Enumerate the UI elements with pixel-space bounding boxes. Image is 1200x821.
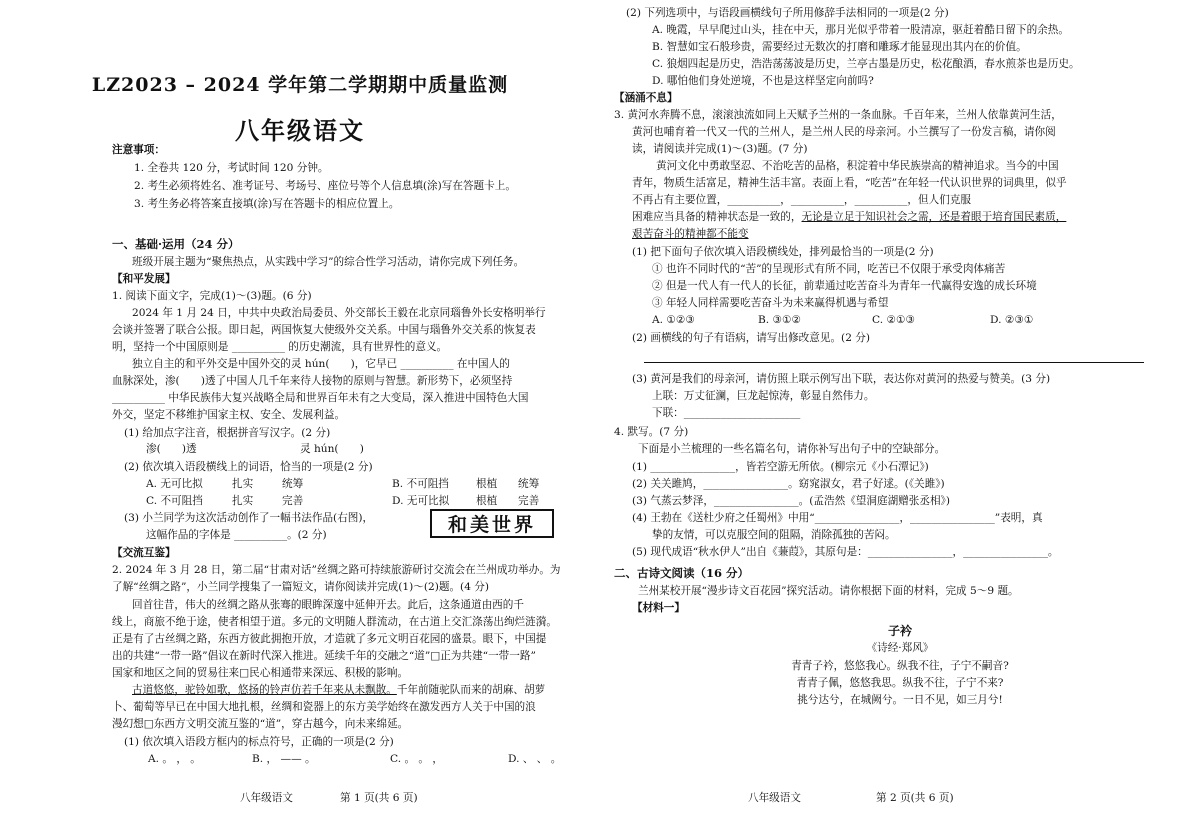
sub-question: (1) 把下面句子依次填入语段横线处，排列最恰当的一项是(2 分) bbox=[632, 246, 934, 258]
passage-line: 出的共建“一带一路”倡议在新时代深入推进。延续千年的交融之“道”□正为共建“一带一路” bbox=[112, 650, 536, 662]
passage-line: 卜、葡萄等早已在中国大地扎根，丝绸和瓷器上的东方美学始终在激发西方人关于中国的浪 bbox=[112, 701, 536, 713]
question-stem: 黄河也哺育着一代又一代的兰州人，是兰州人民的母亲河。小兰撰写了一份发言稿，请你阅 bbox=[632, 126, 1056, 138]
option-c-word1: C. 不可阻挡 bbox=[146, 495, 203, 507]
underlined-sentence: 艰苦奋斗的精神都不能变 bbox=[632, 228, 749, 240]
subsection-heading: 【涵涌不息】 bbox=[614, 92, 678, 104]
option-a-word2: 扎实 bbox=[232, 478, 254, 490]
sub-question: (1) 依次填入语段方框内的标点符号，正确的一项是(2 分) bbox=[124, 736, 394, 748]
sub-question: (3) 小兰同学为这次活动创作了一幅书法作品(右图)， bbox=[124, 512, 374, 524]
option-c: C. 狼烟四起是历史，浩浩荡荡波是历史，兰亭古墨是历史，松花酿酒，春水煎茶也是历史。 bbox=[652, 58, 1080, 70]
footer-subject: 八年级语文 bbox=[748, 792, 801, 804]
sub-question: (1) 给加点字注音，根据拼音写汉字。(2 分) bbox=[124, 427, 331, 439]
poem-line: 青青子佩，悠悠我思。纵我不往，子宁不来? bbox=[796, 677, 1004, 689]
passage-line: 明，坚持一个中国原则是 __________ 的历史潮流，具有世界性的意义。 bbox=[112, 341, 448, 353]
option-b: B. ， —— 。 bbox=[252, 753, 316, 765]
question-stem: 了解“丝绸之路”，小兰同学搜集了一篇短文，请你阅读并完成(1)～(2)题。(4 分) bbox=[112, 581, 490, 593]
option-d-word1: D. 无可比拟 bbox=[392, 495, 450, 507]
sub-question: (2) 依次填入语段横线上的词语，恰当的一项是(2 分) bbox=[124, 461, 373, 473]
option-c-word2: 扎实 bbox=[232, 495, 254, 507]
answer-line bbox=[644, 362, 1144, 363]
passage-line: 血脉深处，渗( )透了中国人几千年来待人接物的原则与智慧。新形势下，必须坚持 bbox=[112, 375, 513, 387]
footer-subject: 八年级语文 bbox=[240, 792, 293, 804]
passage-line: 2024 年 1 月 24 日，中共中央政治局委员、外交部长王毅在北京同瑙鲁外长安格明举行 bbox=[132, 307, 546, 319]
sub-question: 这幅作品的字体是 __________。(2 分) bbox=[146, 529, 327, 541]
sub-question: (2) 下列选项中，与语段画横线句子所用修辞手法相同的一项是(2 分) bbox=[626, 7, 949, 19]
option-a: A. 晚霞，早早爬过山头，挂在中天，那月光似乎带着一股清凉，驱赶着酷日留下的余热。 bbox=[652, 24, 1069, 36]
note-item: 1. 全卷共 120 分，考试时间 120 分钟。 bbox=[134, 162, 329, 174]
recitation-item: (1) ________________，皆若空游无所依。(柳宗元《小石潭记》) bbox=[632, 461, 929, 473]
question-stem: 读，请阅读并完成(1)～(3)题。(7 分) bbox=[632, 143, 808, 155]
poem-line: 挑兮达兮，在城阙兮。一日不见，如三月兮! bbox=[797, 694, 1003, 706]
question-stem: 4. 默写。(7 分) bbox=[614, 426, 689, 438]
passage-line: 黄河文化中勇敢坚忍、不治吃苦的品格，积淀着中华民族崇高的精神追求。当今的中国 bbox=[656, 160, 1059, 172]
passage-line: 国家和地区之间的贸易往来□民心相通带来深远、积极的影响。 bbox=[112, 667, 409, 679]
calligraphy-artwork: 和美世界 bbox=[430, 509, 554, 538]
option-c: C. ②①③ bbox=[872, 314, 915, 326]
question-intro: 下面是小兰梳理的一些名篇名句，请你补写出句子中的空缺部分。 bbox=[638, 443, 946, 455]
underlined-sentence: 无论是立足于知识社会之需，还是着眼于培育国民素质， bbox=[801, 211, 1067, 223]
recitation-item: (3) 气蒸云梦泽，________________。(孟浩然《望洞庭湖赠张丞相》) bbox=[632, 495, 950, 507]
passage-line: 青年，物质生活富足，精神生活丰富。表面上看，“吃苦”在年轻一代认识世界的词典里，似乎 bbox=[632, 177, 1067, 189]
passage-text: 困难应当具备的精神状态是一致的， bbox=[632, 211, 802, 223]
sub-question: (3) 黄河是我们的母亲河，请仿照上联示例写出下联，表达你对黄河的热爱与赞美。(3 分) bbox=[632, 373, 1051, 385]
option-d: D. 哪怕他们身处逆境，不也是这样坚定向前吗? bbox=[652, 75, 874, 87]
couplet-lower: 下联：______________________ bbox=[652, 407, 801, 419]
material-label: 【材料一】 bbox=[632, 602, 685, 614]
recitation-item: (2) 关关雎鸠，________________。窈窕淑女，君子好逑。(《关雎》) bbox=[632, 478, 945, 490]
poem-source: 《诗经·郑风》 bbox=[866, 642, 934, 654]
option-c-word3: 完善 bbox=[282, 495, 304, 507]
sentence-item: ② 但是一代人有一代人的长征，前辈通过吃苦奋斗为青年一代赢得安逸的成长环境 bbox=[652, 280, 1037, 292]
passage-line bbox=[632, 210, 1066, 224]
option-b: B. 智慧如宝石般珍贵，需要经过无数次的打磨和雕琢才能显现出其内在的价值。 bbox=[652, 41, 1027, 53]
subsection-heading: 【交流互鉴】 bbox=[112, 547, 176, 559]
option-d: D. 、 、 。 bbox=[508, 753, 562, 765]
passage-line: __________ 中华民族伟大复兴战略全局和世界百年未有之大变局，深入推进中国特色大国 bbox=[112, 392, 529, 404]
passage-line: 漫幻想□东西方文明交流互鉴的“道”，穿古越今，向未来绵延。 bbox=[112, 718, 409, 730]
underlined-sentence: 古道悠悠，驼铃如歌，悠扬的铃声仿若千年来从未飘散。 bbox=[132, 684, 397, 696]
note-item: 2. 考生必须将姓名、准考证号、考场号、座位号等个人信息填(涂)写在答题卡上。 bbox=[134, 180, 516, 192]
footer-page: 第 1 页(共 6 页) bbox=[340, 792, 418, 804]
question-stem: 1. 阅读下面文字，完成(1)～(3)题。(6 分) bbox=[112, 290, 312, 302]
passage-line: 会谈并签署了联合公报。即日起，两国恢复大使级外交关系。中国与瑙鲁外交关系的恢复表 bbox=[112, 324, 536, 336]
option-b-word3: 统筹 bbox=[518, 478, 540, 490]
passage-line: 回首往昔，伟大的丝绸之路从张骞的眼眸深邃中延伸开去。此后，这条通道由西的千 bbox=[132, 599, 524, 611]
option-b: B. ③①② bbox=[758, 314, 802, 326]
footer-page: 第 2 页(共 6 页) bbox=[876, 792, 954, 804]
option-a: A. 。 ， 。 bbox=[148, 753, 201, 765]
subject-title: 八年级语文 bbox=[235, 116, 365, 145]
answer-blank: 渗( )透 bbox=[146, 443, 197, 455]
option-a-word3: 统筹 bbox=[282, 478, 304, 490]
sentence-item: ③ 年轻人同样需要吃苦奋斗为未来赢得机遇与希望 bbox=[652, 297, 889, 309]
answer-blank: 灵 hún( ) bbox=[300, 443, 364, 455]
sentence-item: ① 也许不同时代的“苦”的呈现形式有所不同，吃苦已不仅限于承受肉体痛苦 bbox=[652, 263, 1006, 275]
section-intro: 班级开展主题为“聚焦热点，从实践中学习”的综合性学习活动，请你完成下列任务。 bbox=[132, 256, 525, 268]
option-c: C. 。 。 ， bbox=[390, 753, 443, 765]
option-b-word2: 根植 bbox=[476, 478, 498, 490]
option-d: D. ②③① bbox=[990, 314, 1034, 326]
exam-title: LZ2023 – 2024 学年第二学期期中质量监测 bbox=[91, 74, 509, 96]
section-heading: 一、基础·运用（24 分） bbox=[112, 237, 240, 251]
passage-line: 外交，坚定不移维护国家主权、安全、发展利益。 bbox=[112, 409, 346, 421]
option-b-word1: B. 不可阻挡 bbox=[392, 478, 449, 490]
passage-continuation: 千年前随驼队而来的胡麻、胡萝 bbox=[396, 684, 546, 696]
question-stem: 3. 黄河水奔腾不息，滚滚浊流如同上天赋予兰州的一条血脉。千百年来，兰州人依靠黄河生活， bbox=[614, 109, 1062, 121]
passage-line bbox=[132, 683, 545, 697]
question-stem: 2. 2024 年 3 月 28 日，第二届“甘肃对话”丝绸之路可持续旅游研讨交流会在兰州成功举办。为 bbox=[112, 564, 561, 576]
option-a: A. ①②③ bbox=[652, 314, 695, 326]
couplet-upper: 上联：万丈征澜，巨龙起惊涛，彰显自然伟力。 bbox=[652, 390, 875, 402]
poem-line: 青青子衿，悠悠我心。纵我不往，子宁不嗣音? bbox=[791, 660, 1009, 672]
page-2 bbox=[600, 0, 1200, 821]
passage-line: 不再占有主要位置，__________，__________，__________，但人们克服 bbox=[632, 194, 971, 206]
option-d-word3: 完善 bbox=[518, 495, 540, 507]
section-intro: 兰州某校开展“漫步诗文百花园”探究活动。请你根据下面的材料，完成 5～9 题。 bbox=[638, 585, 1019, 597]
recitation-item: (4) 王勃在《送杜少府之任蜀州》中用“________________，________________”表明，真 bbox=[632, 512, 1043, 524]
subsection-heading: 【和平发展】 bbox=[112, 273, 176, 285]
notes-heading: 注意事项： bbox=[112, 144, 165, 156]
passage-line: 线上，商旅不绝于途，使者相望于道。多元的文明随人群流动，在古道上交汇涤荡出绚烂涟漪。 bbox=[112, 616, 557, 628]
recitation-item: 挚的友情，可以克服空间的阻隔，消除孤独的苦闷。 bbox=[652, 529, 896, 541]
note-item: 3. 考生务必将答案直接填(涂)写在答题卡的相应位置上。 bbox=[134, 198, 400, 210]
recitation-item: (5) 现代成语“秋水伊人”出自《蒹葭》，其原句是：________________，________________。 bbox=[632, 546, 1059, 558]
passage-line: 独立自主的和平外交是中国外交的灵 hún( )，它早已 __________ 在中国人的 bbox=[132, 358, 510, 370]
option-a-word1: A. 无可比拟 bbox=[146, 478, 203, 490]
sub-question: (2) 画横线的句子有语病，请写出修改意见。(2 分) bbox=[632, 332, 871, 344]
section-heading: 二、古诗文阅读（16 分） bbox=[614, 566, 750, 580]
passage-line: 正是有了古丝绸之路，东西方彼此拥抱开放，才造就了多元文明百花园的盛景。眼下，中国提 bbox=[112, 633, 547, 645]
option-d-word2: 根植 bbox=[476, 495, 498, 507]
poem-title: 子衿 bbox=[887, 624, 912, 638]
